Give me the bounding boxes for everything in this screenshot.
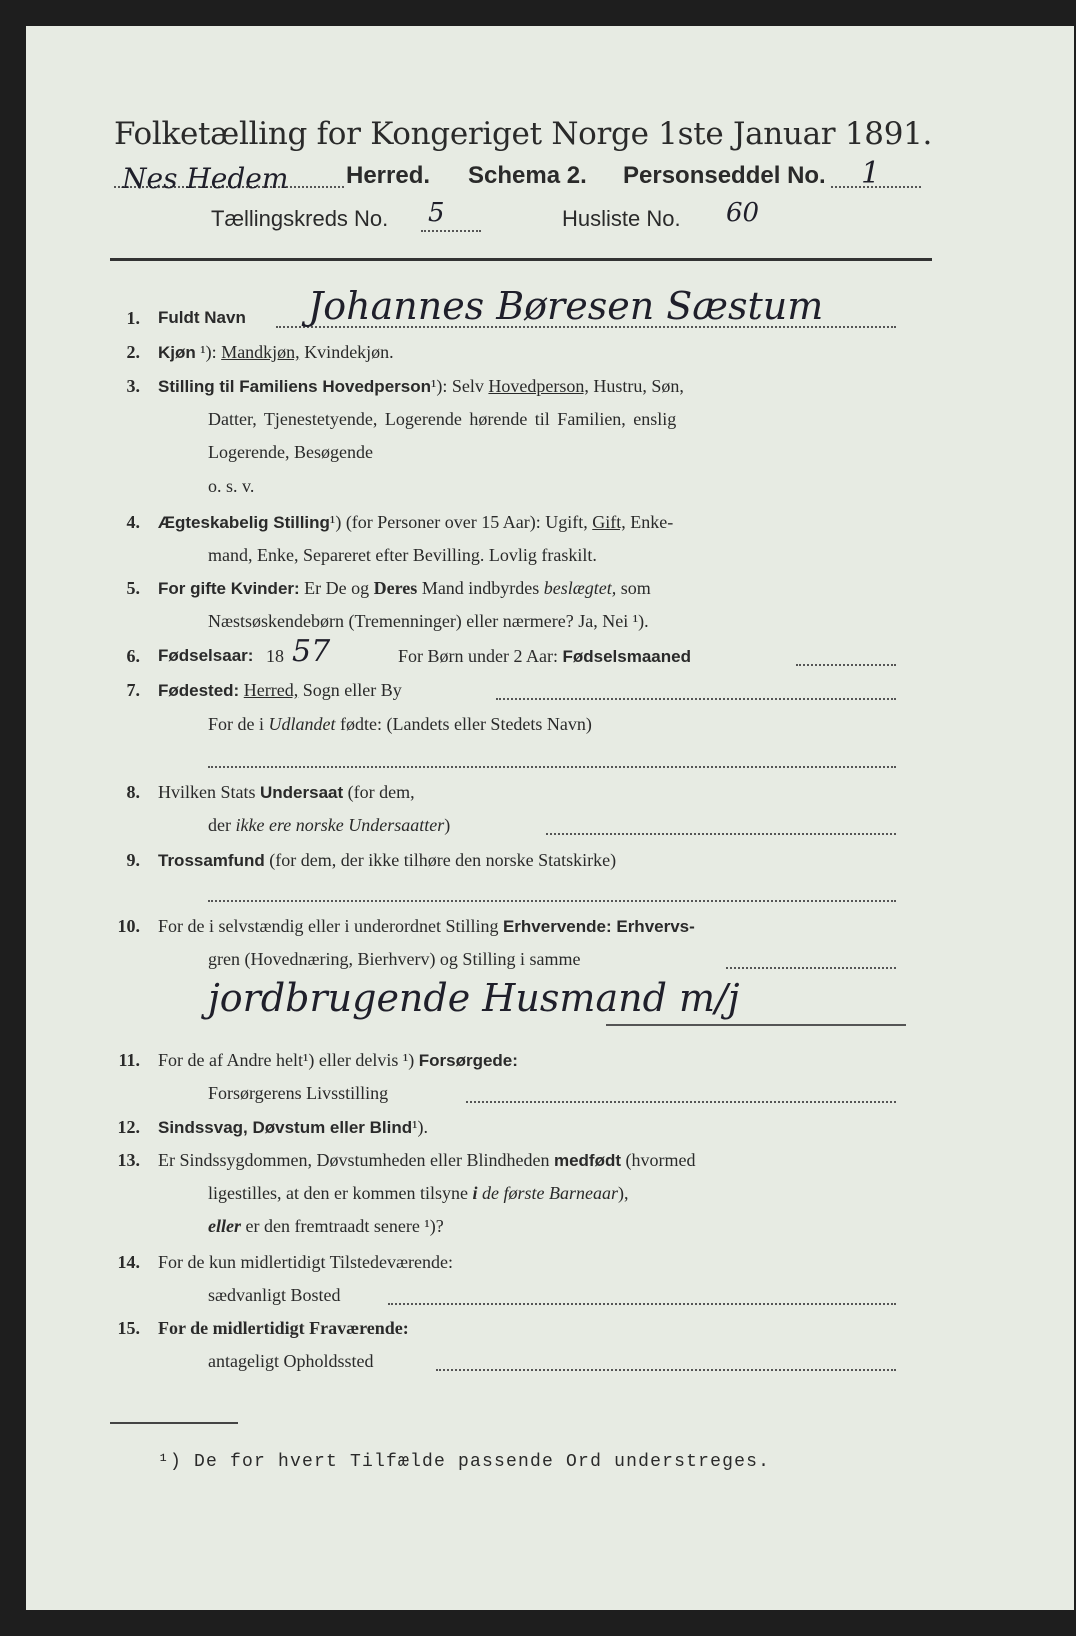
q13-line2-d: ), <box>617 1183 629 1203</box>
q7-dotted-line <box>496 698 896 700</box>
q15-dotted-line <box>436 1369 896 1371</box>
q13-line3-a: eller <box>208 1216 241 1236</box>
q15-number: 15. <box>117 1318 140 1338</box>
q6-month-label: Fødselsmaaned <box>562 647 691 666</box>
q9-answer-line <box>208 900 896 902</box>
q5-line1 <box>158 578 651 599</box>
q11-dotted-line <box>466 1101 896 1103</box>
q10-answer-rule <box>606 1024 906 1026</box>
q11-line2: Forsørgerens Livsstilling <box>208 1083 389 1103</box>
q2-option-kvindekjon: Kvindekjøn. <box>304 342 394 362</box>
q5-text-som: som <box>620 578 651 598</box>
q15-line2: antageligt Opholdssted <box>208 1351 374 1371</box>
q7-udland-b: Udlandet <box>268 714 336 734</box>
q13-text-a: Er Sindssygdommen, Døvstumheden eller Blindheden <box>158 1150 550 1170</box>
q14-dotted-line <box>388 1303 896 1305</box>
q3-note: ¹): Selv <box>431 376 484 396</box>
header-rule <box>110 258 932 261</box>
q11-label: Forsørgede: <box>418 1051 518 1070</box>
q5-text-b: Mand indbyrdes <box>421 578 540 598</box>
q13-line3-b: er den fremtraadt senere ¹)? <box>245 1216 444 1236</box>
q12-note: ¹). <box>412 1117 429 1137</box>
q13-line3 <box>208 1216 444 1237</box>
q6-century: 18 <box>266 646 284 666</box>
herred-label: Herred. <box>346 162 431 189</box>
q2-number: 2. <box>126 342 140 362</box>
q7-label: Fødested: <box>158 681 240 700</box>
q4-label: Ægteskabelig Stilling <box>158 513 330 532</box>
schema-label: Schema 2. <box>468 162 587 189</box>
q4-option-enke: Enke- <box>630 512 674 532</box>
q3-line4: o. s. v. <box>208 476 255 496</box>
personseddel-label: Personseddel No. <box>623 162 826 189</box>
q10-text-a: For de i selvstændig eller i underordnet Stilling <box>158 916 499 936</box>
q7-udland-c: fødte: (Landets eller Stedets Navn) <box>340 714 592 734</box>
q5-label: For gifte Kvinder: <box>158 579 300 598</box>
footnote-rule <box>110 1422 238 1424</box>
q3-label: Stilling til Familiens Hovedperson <box>158 377 431 396</box>
q10-label: Erhvervende: Erhvervs- <box>502 917 695 936</box>
q11-text-a: For de af Andre helt <box>158 1050 303 1070</box>
q13-line2-c: de første Barneaar <box>481 1183 618 1203</box>
q13-text-b: (hvormed <box>625 1150 696 1170</box>
q3-line2: Datter, Tjenestetyende, Logerende hørende til Familien, enslig <box>208 409 677 429</box>
q1-name-handwritten: Johannes Børesen Sæstum <box>308 284 824 328</box>
q10-number: 10. <box>117 916 140 936</box>
q10-occupation-handwritten: jordbrugende Husmand m/j <box>208 976 740 1020</box>
q2-text <box>158 342 394 363</box>
q3-line3: Logerende, Besøgende <box>208 442 373 462</box>
q6-text <box>398 646 691 667</box>
q1-number: 1. <box>126 308 140 328</box>
q13-line2-b: i <box>472 1183 478 1203</box>
q8-dotted-line <box>546 833 896 835</box>
q7-option-sogn: Sogn eller By <box>302 680 402 700</box>
q4-line1 <box>158 512 673 533</box>
q8-line2 <box>208 815 450 836</box>
q6-dotted-line <box>796 664 896 666</box>
q7-udland-a: For de i <box>208 714 264 734</box>
kreds-handwritten: 5 <box>428 198 445 228</box>
q4-line2: mand, Enke, Separeret efter Bevilling. Lovlig fraskilt. <box>208 545 597 565</box>
q5-line2: Næstsøskendebørn (Tremenninger) eller nærmere? Ja, Nei ¹). <box>208 611 649 631</box>
q10-line1 <box>158 916 695 937</box>
q2-label: Kjøn <box>158 343 196 362</box>
q7-number: 7. <box>126 680 140 700</box>
form-title: Folketælling for Kongeriget Norge 1ste Januar 1891. <box>114 116 933 152</box>
q8-close: ) <box>444 815 451 835</box>
q10-line2: gren (Hovednæring, Bierhverv) og Stilling i samme <box>208 949 581 969</box>
q4-text: ¹) (for Personer over 15 Aar): Ugift, <box>329 512 588 532</box>
q3-number: 3. <box>126 376 140 396</box>
q8-label: Undersaat <box>260 783 344 802</box>
q6-label: Fødselsaar: <box>158 646 254 665</box>
q13-number: 13. <box>117 1150 140 1170</box>
footnote: ¹) De for hvert Tilfælde passende Ord understreges. <box>158 1452 771 1472</box>
kreds-dotted-line <box>421 230 481 232</box>
husliste-label: Husliste No. <box>562 206 681 231</box>
q4-option-gift: Gift, <box>592 512 626 532</box>
q6-year-handwritten: 57 <box>292 634 331 669</box>
kreds-label: Tællingskreds No. <box>211 206 389 231</box>
q15-line1: For de midlertidigt Fraværende: <box>158 1318 409 1338</box>
personseddel-dotted-line <box>831 186 921 188</box>
q11-line1 <box>158 1050 518 1071</box>
q5-text-a: Er De og <box>304 578 370 598</box>
personseddel-handwritten: 1 <box>861 156 881 191</box>
q9-line1 <box>158 850 616 871</box>
q3-option-hovedperson: Hovedperson, <box>488 376 589 396</box>
q9-text: (for dem, der ikke tilhøre den norske Statskirke) <box>269 850 617 870</box>
q7-option-herred: Herred, <box>243 680 299 700</box>
q13-line2-a: ligestilles, at den er kommen tilsyne <box>208 1183 468 1203</box>
q8-line1 <box>158 782 415 803</box>
q9-number: 9. <box>126 850 140 870</box>
q6-number: 6. <box>126 646 140 666</box>
q10-dotted-line <box>726 967 896 969</box>
q8-number: 8. <box>126 782 140 802</box>
q14-number: 14. <box>117 1252 140 1272</box>
q6-children-label: For Børn under 2 Aar: <box>398 646 558 666</box>
q9-label: Trossamfund <box>158 851 265 870</box>
q8-not-norwegian: ikke ere norske Undersaatter <box>235 815 445 835</box>
q5-text-deres: Deres <box>373 578 418 598</box>
husliste-handwritten: 60 <box>726 198 760 228</box>
q3-options-rest: Hustru, Søn, <box>593 376 684 396</box>
q2-note: ¹): <box>200 342 217 362</box>
q14-line2: sædvanligt Bosted <box>208 1285 341 1305</box>
q7-line2 <box>208 714 592 735</box>
q13-label: medfødt <box>553 1151 621 1170</box>
q8-der: der <box>208 815 231 835</box>
herred-handwritten: Nes Hedem <box>122 162 289 195</box>
q12-line1 <box>158 1117 428 1138</box>
q2-option-mandkjon: Mandkjøn, <box>221 342 300 362</box>
q13-line2 <box>208 1183 628 1204</box>
q4-number: 4. <box>126 512 140 532</box>
q13-line1 <box>158 1150 695 1171</box>
q14-line1: For de kun midlertidigt Tilstedeværende: <box>158 1252 453 1272</box>
q11-text-b: ¹) eller delvis ¹) <box>302 1050 415 1070</box>
q5-number: 5. <box>126 578 140 598</box>
q5-text-beslaegtet: beslægtet, <box>543 578 617 598</box>
q8-text-a: Hvilken Stats <box>158 782 256 802</box>
census-form-sheet <box>26 26 1074 1610</box>
q12-label: Sindssvag, Døvstum eller Blind <box>158 1118 413 1137</box>
q3-line1 <box>158 376 684 397</box>
q12-number: 12. <box>117 1117 140 1137</box>
q11-number: 11. <box>118 1050 140 1070</box>
q1-label: Fuldt Navn <box>158 308 246 327</box>
q7-answer-line <box>208 766 896 768</box>
q8-text-b: (for dem, <box>347 782 415 802</box>
q7-line1 <box>158 680 402 701</box>
